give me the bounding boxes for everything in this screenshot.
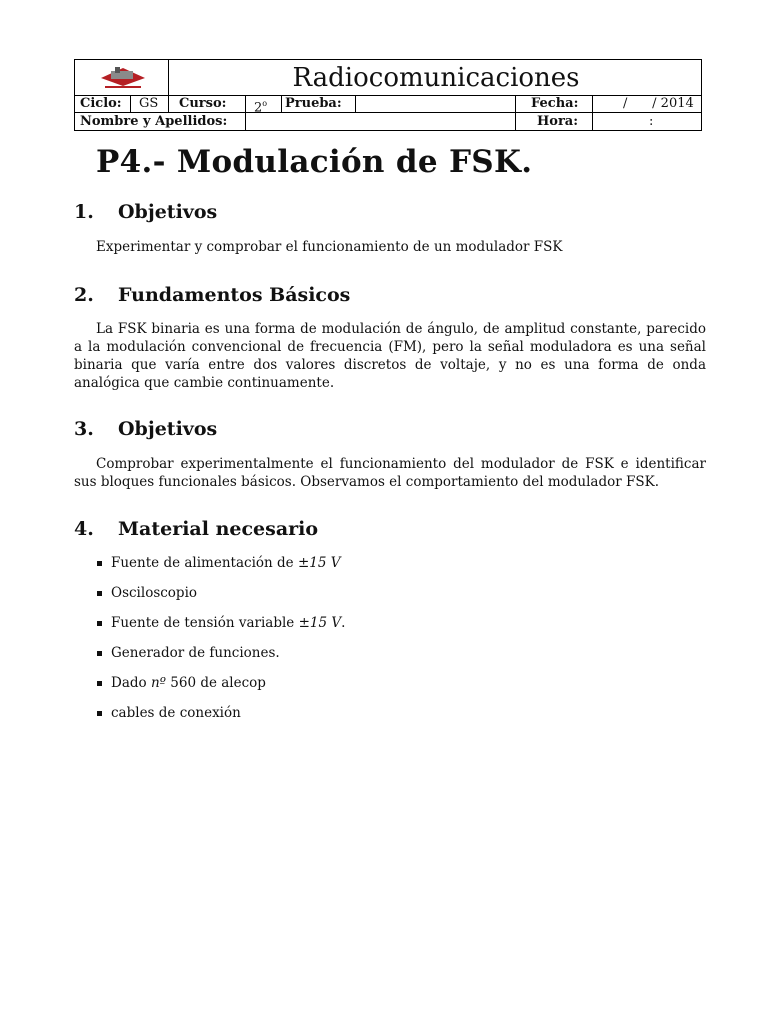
list-item: cables de conexión	[96, 703, 345, 733]
section-title: Fundamentos Básicos	[118, 284, 351, 306]
section-number: 2.	[74, 284, 94, 306]
section-3-body: Comprobar experimentalmente el funcionamiento del modulador de FSK e identificar sus bloques funcionales básicos. Observamos el comportamiento del modulador FSK.	[74, 456, 706, 490]
curso-label: Curso:	[179, 96, 227, 111]
section-2-heading	[74, 283, 350, 307]
hora-value: :	[649, 114, 654, 129]
bullet-icon	[97, 681, 102, 686]
section-number: 4.	[74, 518, 94, 540]
section-4-heading	[74, 517, 318, 541]
school-logo-icon	[97, 64, 149, 90]
bullet-icon	[97, 591, 102, 596]
document-header	[74, 59, 702, 131]
section-number: 3.	[74, 418, 94, 440]
prueba-label: Prueba:	[285, 96, 342, 111]
section-title: Material necesario	[118, 518, 319, 540]
curso-value: 2$^o$	[254, 99, 268, 116]
section-3-heading	[74, 417, 217, 441]
bullet-icon	[97, 621, 102, 626]
section-title: Objetivos	[118, 201, 218, 223]
hora-label: Hora:	[537, 114, 579, 129]
bullet-icon	[97, 561, 102, 566]
list-item: Dado nº 560 de alecop	[96, 673, 345, 703]
section-1-body: Experimentar y comprobar el funcionamiento de un modulador FSK	[96, 239, 563, 255]
section-2-body: La FSK binaria es una forma de modulación de ángulo, de amplitud constante, parecido a la modulación convencional de frecuencia (FM), pero la señal moduladora es una señal binaria que varía entre dos valores discretos de voltaje, y no es una forma de onda analógica que cambie continuamente.	[74, 321, 706, 391]
list-item: Generador de funciones.	[96, 643, 345, 673]
material-list	[96, 553, 345, 733]
list-item: Fuente de tensión variable ±15 V.	[96, 613, 345, 643]
fecha-value: / / 2014	[623, 96, 694, 111]
ciclo-label: Ciclo:	[80, 96, 122, 111]
list-item: Osciloscopio	[96, 583, 345, 613]
document-title: P4.- Modulación de FSK.	[96, 144, 533, 180]
bullet-icon	[97, 711, 102, 716]
section-number: 1.	[74, 201, 94, 223]
section-1-heading	[74, 200, 217, 224]
course-title: Radiocomunicaciones	[292, 63, 580, 93]
ciclo-value: GS	[139, 96, 159, 111]
bullet-icon	[97, 651, 102, 656]
section-title: Objetivos	[118, 418, 218, 440]
nombre-label: Nombre y Apellidos:	[80, 114, 228, 129]
fecha-label: Fecha:	[531, 96, 579, 111]
list-item: Fuente de alimentación de ±15 V	[96, 553, 345, 583]
